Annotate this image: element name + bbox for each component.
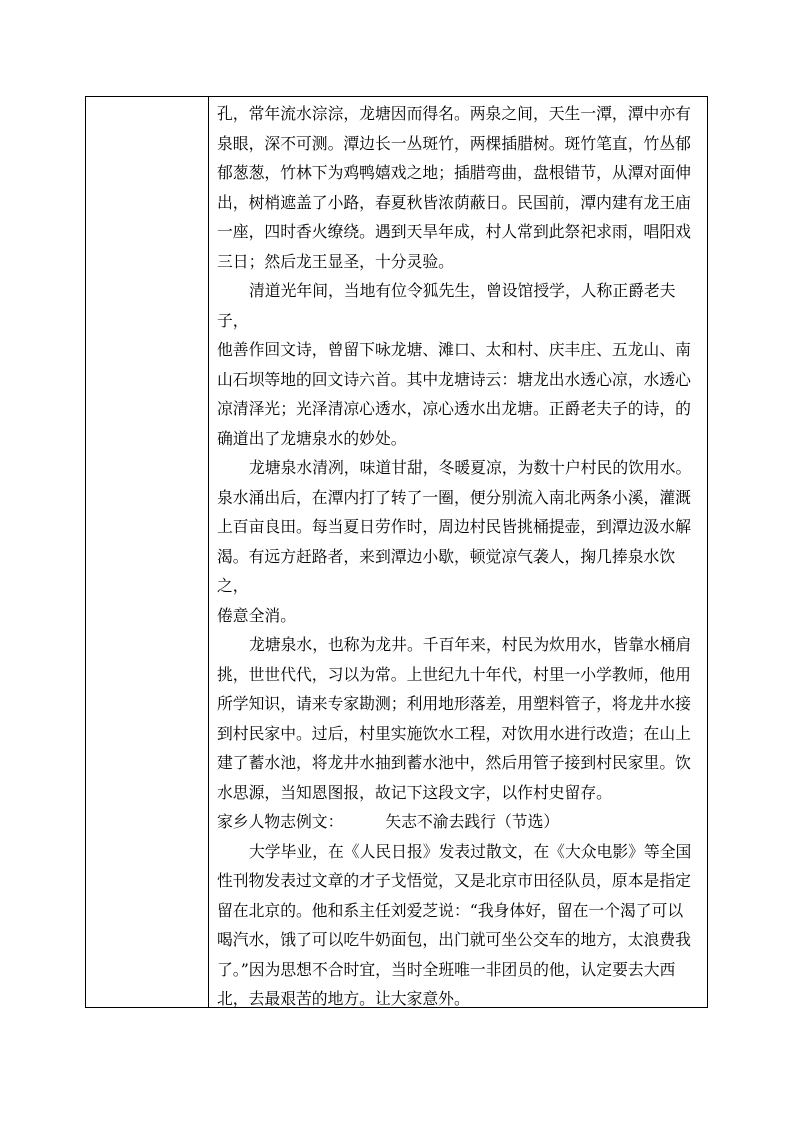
text-line: 泉眼，深不可测。潭边长一丛斑竹，两棵插腊树。斑竹笔直，竹丛郁	[217, 133, 691, 153]
text-line: 确道出了龙塘泉水的妙处。	[217, 428, 407, 448]
text-line: 清道光年间，当地有位令狐先生，曾设馆授学，人称正爵老夫子，	[217, 281, 676, 330]
text-line: 喝汽水，饿了可以吃牛奶面包，出门就可坐公交车的地方，太浪费我	[217, 930, 691, 949]
text-line: 三日；然后龙王显圣，十分灵验。	[217, 251, 454, 271]
column-divider	[208, 97, 209, 1007]
text-line: 上百亩良田。每当夏日劳作时，周边村民皆挑桶提壶，到潭边汲水解	[217, 517, 691, 536]
text-line: 一座，四时香火缭绕。遇到天旱年成，村人常到此祭祀求雨，唱阳戏	[217, 222, 691, 241]
text-line: 建了蓄水池，将龙井水抽到蓄水池中，然后用管子接到村民家里。饮	[217, 753, 691, 772]
paragraph-spring-water	[217, 453, 701, 630]
text-line: 郁葱葱，竹林下为鸡鸭嬉戏之地；插腊弯曲，盘根错节，从潭对面伸	[217, 163, 691, 182]
text-line: 倦意全消。	[217, 605, 296, 625]
example-heading	[217, 807, 701, 837]
text-line: 留在北京的。他和系主任刘爱芝说：“我身体好，留在一个渴了可以	[217, 900, 684, 920]
paragraph-dragon-well	[217, 630, 701, 807]
paragraph-palindrome-poem	[217, 276, 701, 453]
text-line: 孔，常年流水淙淙，龙塘因而得名。两泉之间，天生一潭，潭中亦有	[217, 104, 691, 123]
text-line: 出，树梢遮盖了小路，春夏秋皆浓荫蔽日。民国前，潭内建有龙王庙	[217, 192, 691, 212]
example-heading-title: 矢志不渝去践行（节选）	[385, 812, 560, 831]
document-table	[85, 96, 708, 1008]
text-line: 挑，世世代代，习以为常。上世纪九十年代，村里一小学教师，他用	[217, 664, 691, 684]
text-line: 大学毕业，在《人民日报》发表过散文，在《大众电影》等全国	[249, 841, 692, 861]
text-line: 他善作回文诗，曾留下咏龙塘、滩口、太和村、庆丰庄、五龙山、南	[217, 340, 691, 359]
document-body	[217, 99, 701, 1014]
text-line: 渴。有远方赶路者，来到潭边小歇，顿觉凉气袭人，掬几捧泉水饮之，	[217, 546, 676, 595]
text-line: 泉水涌出后，在潭内打了转了一圈，便分别流入南北两条小溪，灌溉	[217, 487, 691, 507]
text-line: 了。”因为思想不合时宜，当时全班唯一非团员的他，认定要去大西	[217, 959, 676, 979]
text-line: 到村民家中。过后，村里实施饮水工程，对饮用水进行改造；在山上	[217, 723, 691, 743]
text-line: 水思源，当知恩图报，故记下这段文字，以作村史留存。	[217, 782, 612, 802]
paragraph-ge-wujue	[217, 837, 701, 1014]
text-line: 龙塘泉水，也称为龙井。千百年来，村民为炊用水，皆靠水桶肩	[249, 635, 692, 654]
paragraph-longtang-description	[217, 99, 701, 276]
text-line: 山石坝等地的回文诗六首。其中龙塘诗云：塘龙出水透心凉，水透心	[217, 369, 691, 389]
text-line: 性刊物发表过文章的才子戈悟觉，又是北京市田径队员，原本是指定	[217, 871, 691, 890]
text-line: 凉清泽光；光泽清凉心透水，凉心透水出龙塘。正爵老夫子的诗，的	[217, 399, 691, 418]
text-line: 所学知识，请来专家勘测；利用地形落差，用塑料管子，将龙井水接	[217, 694, 691, 713]
example-heading-label: 家乡人物志例文：	[217, 812, 344, 831]
text-line: 北，去最艰苦的地方。让大家意外。	[217, 989, 470, 1008]
text-line: 龙塘泉水清冽，味道甘甜，冬暖夏凉，为数十户村民的饮用水。	[249, 458, 692, 477]
